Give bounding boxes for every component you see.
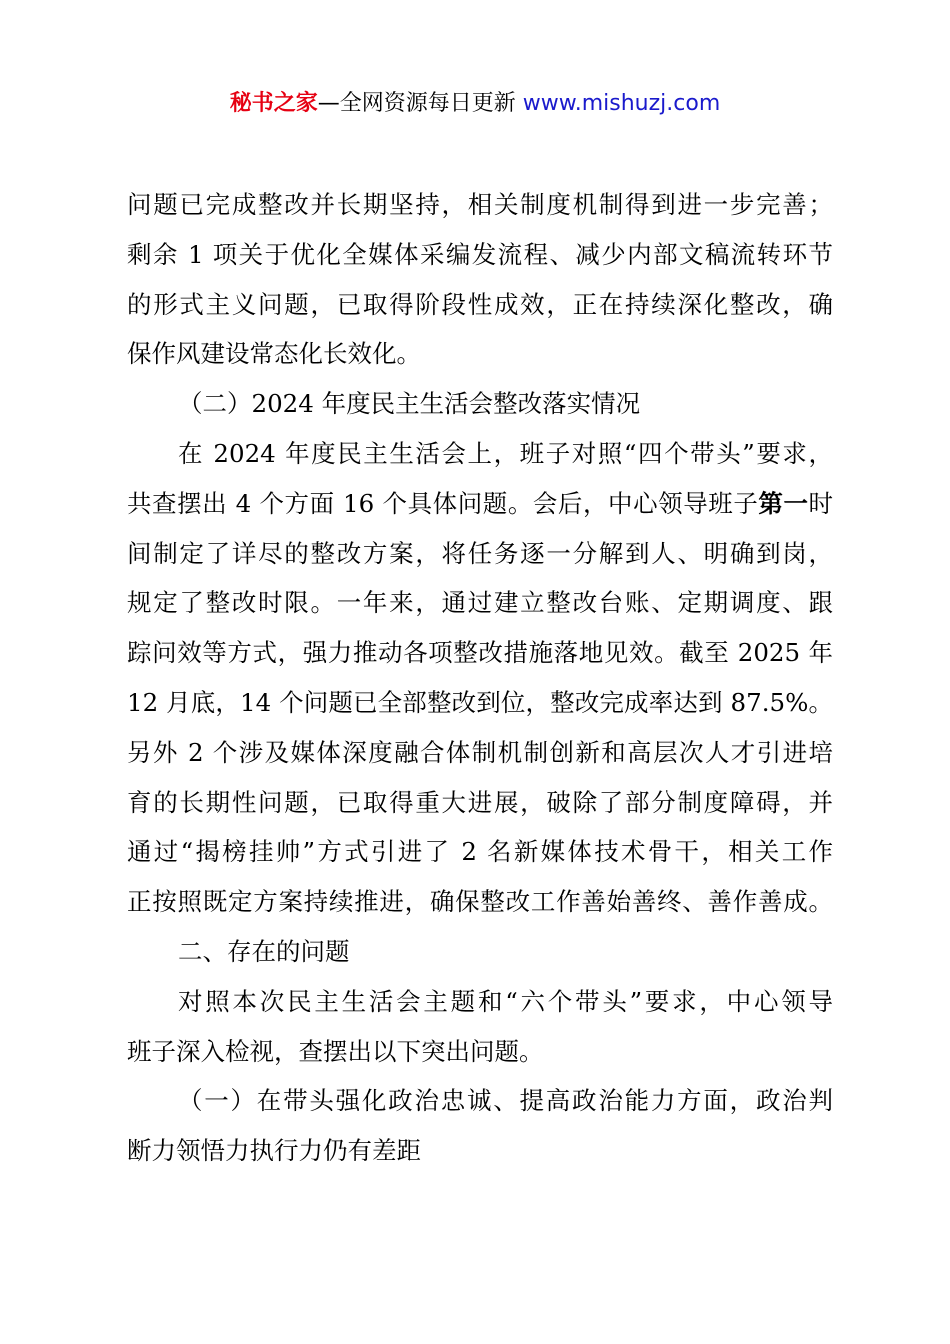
text-line: 另外 2 个涉及媒体深度融合体制机制创新和高层次人才引进培 xyxy=(127,737,833,767)
text-line xyxy=(127,479,833,529)
text-line: 在 2024 年度民主生活会上，班子对照“四个带头”要求， xyxy=(178,438,833,468)
header-tagline: —全网资源每日更新 xyxy=(317,91,523,116)
text-line: 保作风建设常态化长效化。 xyxy=(127,339,421,369)
text-line: 对照本次民主生活会主题和“六个带头”要求，中心领导 xyxy=(178,986,833,1016)
text-segment: 时 xyxy=(808,488,833,518)
text-line: 规定了整改时限。一年来，通过建立整改台账、定期调度、跟 xyxy=(127,588,833,618)
document-body xyxy=(127,180,833,1176)
text-segment: 共查摆出 4 个方面 16 个具体问题。会后，中心领导班子 xyxy=(127,488,759,518)
header-brand: 秘书之家 xyxy=(229,91,318,116)
page-header xyxy=(0,88,950,120)
text-line: 间制定了详尽的整改方案，将任务逐一分解到人、明确到岗， xyxy=(127,538,833,568)
text-line: 剩余 1 项关于优化全媒体采编发流程、减少内部文稿流转环节 xyxy=(127,239,833,269)
bold-text: 第一 xyxy=(758,488,809,518)
header-url-link[interactable]: www.mishuzj.com xyxy=(522,91,721,116)
text-line: 问题已完成整改并长期坚持，相关制度机制得到进一步完善； xyxy=(127,190,833,219)
text-line: 12 月底，14 个问题已全部整改到位，整改完成率达到 87.5%。 xyxy=(127,687,833,717)
section-heading: 二、存在的问题 xyxy=(178,936,350,966)
subsection-heading: （一）在带头强化政治忠诚、提高政治能力方面，政治判 xyxy=(178,1086,833,1116)
text-line: 踪问效等方式，强力推动各项整改措施落地见效。截至 2025 年 xyxy=(127,638,833,668)
text-line: 正按照既定方案持续推进，确保整改工作善始善终、善作善成。 xyxy=(127,887,833,917)
text-line: 班子深入检视，查摆出以下突出问题。 xyxy=(127,1036,544,1066)
text-line: 育的长期性问题，已取得重大进展，破除了部分制度障碍，并 xyxy=(127,787,833,817)
section-heading: （二）2024 年度民主生活会整改落实情况 xyxy=(178,389,641,419)
text-line: 的形式主义问题，已取得阶段性成效，正在持续深化整改，确 xyxy=(127,289,833,319)
subsection-heading-cont: 断力领悟力执行力仍有差距 xyxy=(127,1136,421,1166)
text-line: 通过“揭榜挂帅”方式引进了 2 名新媒体技术骨干，相关工作 xyxy=(127,837,833,867)
